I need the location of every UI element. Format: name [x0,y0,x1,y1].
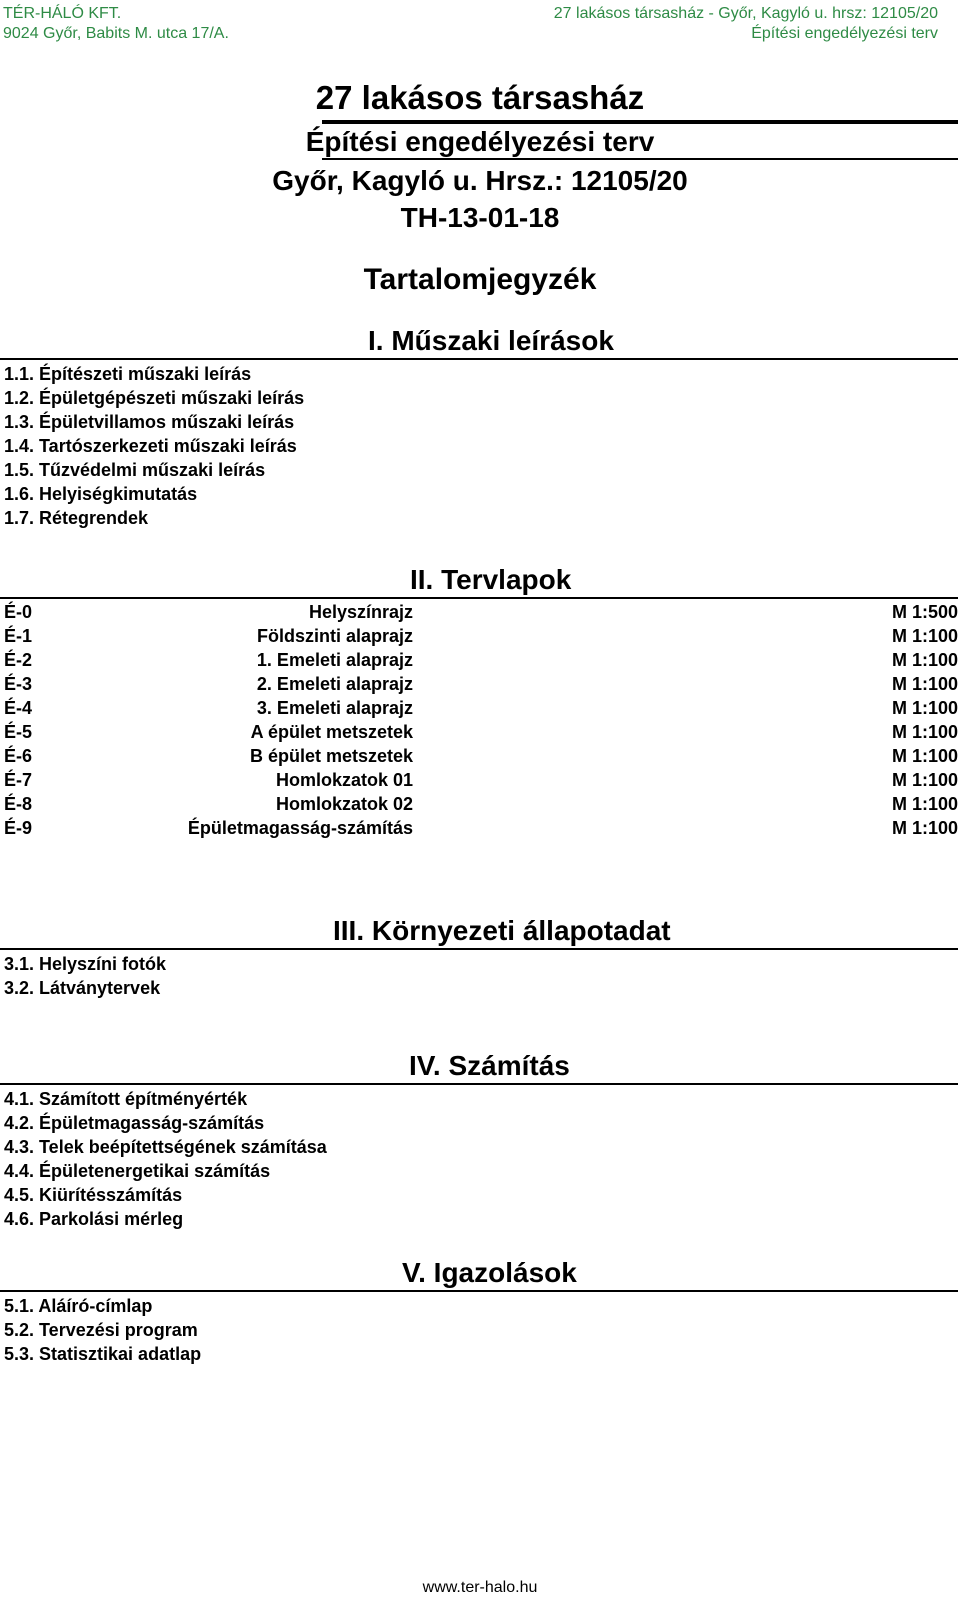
plan-code: É-9 [4,818,33,838]
section-list-4 [4,1087,327,1231]
plan-sheet-table [4,600,958,840]
list-item: 4.2. Épületmagasság-számítás [4,1113,265,1133]
section-list-3 [4,952,166,1000]
document-location: Győr, Kagyló u. Hrsz.: 12105/20 [272,165,688,196]
list-item: 1.3. Épületvillamos műszaki leírás [4,412,295,432]
table-row [4,816,958,840]
plan-code: É-2 [4,650,33,670]
list-item: 1.2. Épületgépészeti műszaki leírás [4,388,305,408]
plan-name: Homlokzatok 01 [275,770,413,790]
list-item: 5.1. Aláíró-címlap [4,1296,153,1316]
list-item: 5.2. Tervezési program [4,1320,198,1340]
section-rule-1 [0,358,958,360]
section-rule-2 [0,597,958,599]
plan-scale: M 1:100 [891,746,958,766]
section-list-5 [4,1294,201,1366]
plan-name: 3. Emeleti alaprajz [256,698,413,718]
company-address: 9024 Győr, Babits M. utca 17/A. [3,25,229,42]
plan-scale: M 1:100 [891,674,958,694]
plan-code: É-0 [4,602,33,622]
plan-name: A épület metszetek [250,722,413,742]
section-heading-4: IV. Számítás [409,1050,570,1081]
plan-name: 2. Emeleti alaprajz [256,674,413,694]
plan-code: É-7 [4,770,33,790]
table-row [4,672,958,696]
plan-type: Építési engedélyezési terv [751,25,938,42]
list-item: 4.5. Kiürítésszámítás [4,1185,183,1205]
plan-scale: M 1:100 [891,626,958,646]
plan-scale: M 1:500 [891,602,958,622]
table-row [4,624,958,648]
plan-code: É-1 [4,626,33,646]
section-heading-3: III. Környezeti állapotadat [333,915,671,946]
plan-name: Homlokzatok 02 [275,794,413,814]
plan-name: B épület metszetek [249,746,413,766]
section-heading-1: I. Műszaki leírások [368,325,614,356]
list-item: 1.5. Tűzvédelmi műszaki leírás [4,460,266,480]
plan-name: 1. Emeleti alaprajz [256,650,413,670]
project-reference: 27 lakásos társasház - Győr, Kagyló u. hrsz: 12105/20 [553,5,938,22]
document-subtitle: Építési engedélyezési terv [305,126,655,157]
plan-scale: M 1:100 [891,698,958,718]
document-title: 27 lakásos társasház [315,79,645,116]
page-header-left [3,4,229,44]
table-row [4,648,958,672]
list-item: 1.1. Építészeti műszaki leírás [4,364,252,384]
plan-scale: M 1:100 [891,818,958,838]
table-row [4,696,958,720]
section-heading-5: V. Igazolások [402,1257,577,1288]
section-heading-2: II. Tervlapok [410,564,572,595]
toc-heading: Tartalomjegyzék [363,263,597,296]
plan-code: É-6 [4,746,33,766]
plan-code: É-3 [4,674,33,694]
plan-name: Épületmagasság-számítás [187,818,413,838]
plan-code: É-8 [4,794,33,814]
list-item: 5.3. Statisztikai adatlap [4,1344,202,1364]
table-row [4,768,958,792]
list-item: 3.1. Helyszíni fotók [4,954,167,974]
plan-name: Földszinti alaprajz [256,626,413,646]
table-row [4,792,958,816]
plan-code: É-5 [4,722,33,742]
plan-scale: M 1:100 [891,650,958,670]
list-item: 4.4. Épületenergetikai számítás [4,1161,271,1181]
list-item: 1.4. Tartószerkezeti műszaki leírás [4,436,297,456]
plan-name: Helyszínrajz [308,602,413,622]
list-item: 3.2. Látványtervek [4,978,161,998]
company-name: TÉR-HÁLÓ KFT. [3,5,122,22]
list-item: 4.3. Telek beépítettségének számítása [4,1137,327,1157]
table-row [4,720,958,744]
document-code: TH-13-01-18 [400,202,560,233]
section-rule-3 [0,948,958,950]
table-row [4,600,958,624]
plan-scale: M 1:100 [891,722,958,742]
plan-scale: M 1:100 [891,794,958,814]
plan-scale: M 1:100 [891,770,958,790]
list-item: 4.6. Parkolási mérleg [4,1209,184,1229]
list-item: 1.6. Helyiségkimutatás [4,484,198,504]
section-rule-5 [0,1290,958,1292]
section-list-1 [4,362,304,530]
title-rule-thin [322,158,958,160]
page-header-right [554,4,938,44]
section-rule-4 [0,1083,958,1085]
list-item: 1.7. Rétegrendek [4,508,149,528]
footer-url: www.ter-halo.hu [422,1579,538,1596]
table-row [4,744,958,768]
plan-code: É-4 [4,698,33,718]
list-item: 4.1. Számított építményérték [4,1089,248,1109]
